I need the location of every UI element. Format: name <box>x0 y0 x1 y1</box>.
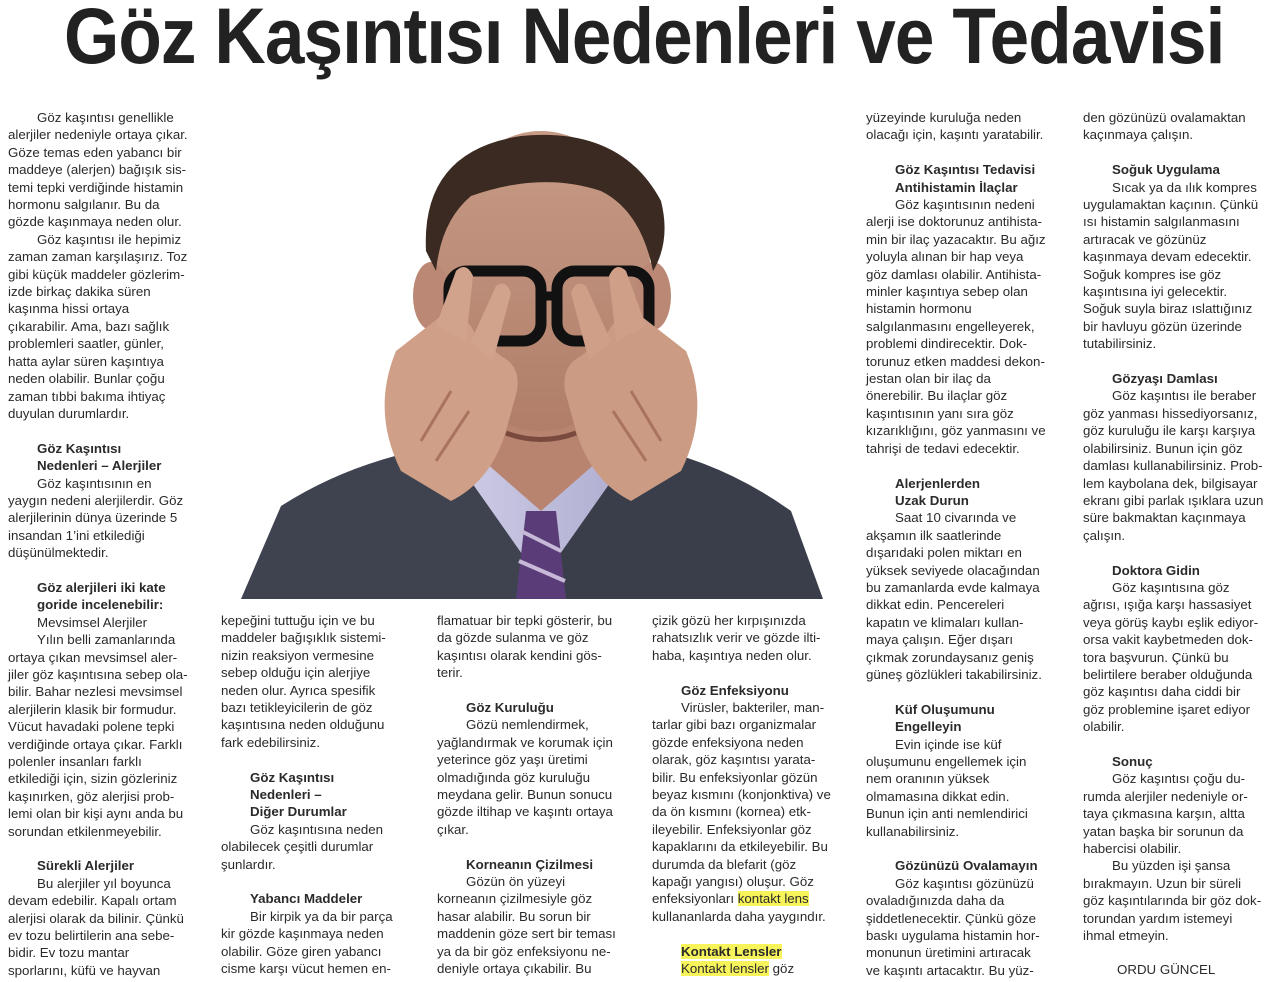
text-line: minler kaşıntıya sebep olan <box>866 284 1028 300</box>
text-line: yüksek seviyede olacağından <box>866 562 1040 578</box>
text-line: hasar alabilir. Bu sorun bir <box>437 908 591 924</box>
text-line: Göz kaşıntısı çoğu du- <box>1112 771 1246 787</box>
paragraph-intro-2 <box>8 231 208 422</box>
text-line: durumda da blefarit (göz <box>652 856 797 872</box>
text-line: olabilir. Göze giren yabancı <box>221 943 382 959</box>
text-line: nizin reaksiyon vermesine <box>221 647 374 663</box>
text-line: Göz kaşıntısının nedeni <box>895 197 1035 213</box>
text-line: devam edebilir. Kapalı ortam <box>8 893 177 909</box>
text-line: Gözün ön yüzeyi <box>466 874 566 890</box>
text-line: orsa vakit kaybetmeden dok- <box>1083 632 1253 648</box>
text-line: cisme karşı vücut hemen en- <box>221 961 391 977</box>
text-line: kaşınma hissi ortaya <box>8 301 130 317</box>
paragraph-yabanci <box>221 908 421 978</box>
text-line: Göz kaşıntısının en <box>37 475 152 491</box>
text-line: Bir kirpik ya da bir parça <box>250 908 393 924</box>
text-line: zaman zaman karşılaşırız. Toz <box>8 249 188 265</box>
heading-goz-kurulugu <box>437 699 637 716</box>
text-line: yeterince göz yaşı üretimi <box>437 752 588 768</box>
text-line: Göze temas eden yabancı bir <box>8 144 182 160</box>
text-line: tarlar gibi bazı organizmalar <box>652 717 817 733</box>
text-line: uygulamaktan kaçının. Çünkü <box>1083 197 1259 213</box>
text-line: göz damlası olabilir. Antihista- <box>866 266 1042 282</box>
text-line: Göz kaşıntısı ile hepimiz <box>37 231 182 247</box>
text-line: rahatsızlık verir ve gözde ilti- <box>652 630 821 646</box>
text-line: belirtilere beraber olduğunda <box>1083 666 1253 682</box>
text-line: etkilediği için, sizin gözleriniz <box>8 771 178 787</box>
text-line: Bunun için anti nemlendirici <box>866 806 1028 822</box>
text-line: olmadığında göz kuruluğu <box>437 769 591 785</box>
text-line: kepeğini tuttuğu için ve bu <box>221 613 375 628</box>
heading-tedavi <box>866 161 1071 196</box>
text-line: olabilecek çeşitli durumlar <box>221 839 374 855</box>
heading-line: Nedenleri – <box>250 787 322 803</box>
text-line: akşamın ilk saatlerinde <box>866 527 1002 543</box>
text-line: çalışın. <box>1083 527 1126 543</box>
text-line: yüzeyinde kuruluğa neden <box>866 110 1022 125</box>
column-1 <box>8 109 208 979</box>
heading-line: Sonuç <box>1112 753 1153 769</box>
text-line: problemi dindirecektir. Dok- <box>866 336 1028 352</box>
paragraph-continuation <box>221 612 421 751</box>
text-line: bidir. Ev tozu mantar <box>8 945 130 961</box>
text-line: damlası kullanabilirsiniz. Prob- <box>1083 458 1263 474</box>
text-line: yoluyla alınan bir hap veya <box>866 249 1024 265</box>
text-line: yağlandırmak ve korumak için <box>437 734 613 750</box>
text-line: yaygın nedeni alerjilerdir. Göz <box>8 492 184 508</box>
column-6 <box>1083 109 1278 979</box>
text-line: min bir ilaç yazacaktır. Bu ağız <box>866 231 1046 247</box>
column-2 <box>221 612 421 978</box>
text-line: alerjilerinin dünya üzerinde 5 <box>8 510 178 526</box>
text-line: monunun üretimini artıracak <box>866 945 1031 961</box>
subheading-mevsimsel: Mevsimsel Alerjiler <box>37 614 148 630</box>
paragraph-diger <box>221 821 421 873</box>
text-line: olmamasına dikkat edin. <box>866 788 1010 804</box>
heading-line: Alerjenlerden <box>895 475 980 491</box>
heading-diger-durumlar <box>221 769 421 821</box>
text-line: taya çıkmasına karşın, altta <box>1083 806 1245 822</box>
kontakt-line: Kontakt lensler göz <box>681 961 795 977</box>
text-line: çıkar. <box>437 821 469 837</box>
heading-line: Diğer Durumlar <box>250 804 347 820</box>
paragraph-soguk <box>1083 179 1278 353</box>
heading-surekli-alerjiler <box>8 857 208 874</box>
text-line: göz kuruluğu ile karşı karşıya <box>1083 423 1256 439</box>
heading-line: Nedenleri – Alerjiler <box>37 458 162 474</box>
text-line: meydana gelir. Bunun sonucu <box>437 787 613 803</box>
text-line: ev tozu belirtilerin ana sebe- <box>8 928 175 944</box>
text-line: çıkmak zorundaysanız geniş <box>866 649 1034 665</box>
text-line: flamatuar bir tepki gösterir, bu <box>437 613 613 628</box>
paragraph-doktor <box>1083 579 1278 736</box>
text-line: Gözü nemlendirmek, <box>466 717 589 733</box>
text-line: torundan yardım istemeyi <box>1083 910 1233 926</box>
heading-line: Göz alerjileri iki kate <box>37 579 166 595</box>
text-line: fark edebilirsiniz. <box>221 734 321 750</box>
text-line: Soğuk kompres ise göz <box>1083 266 1222 282</box>
heading-kontakt-lensler: Kontakt Lensler <box>681 943 782 959</box>
text-line: ya da bir göz enfeksiyonu ne- <box>437 943 611 959</box>
paragraph-intro <box>8 109 208 231</box>
text-line: ısı histamin salgılanmasını <box>1083 214 1240 230</box>
text-line: duyulan durumlardır. <box>8 405 130 421</box>
text-line: tahrişi de tedavi edecektir. <box>866 440 1020 456</box>
text-line: ağrısı, ışığa karşı hassasiyet <box>1083 597 1252 613</box>
paragraph-enfeksiyon <box>652 699 852 890</box>
text-line: bir havluyu gözün üzerinde <box>1083 318 1242 334</box>
paragraph-sonuc-2 <box>1083 857 1278 944</box>
text-line: kir gözde kaşınmaya neden <box>221 926 384 942</box>
heading-line: goride incelenebilir: <box>37 597 164 613</box>
text-line: kaçınmaya çalışın. <box>1083 127 1194 143</box>
text-line: kaşıntısına iyi gelecektir. <box>1083 284 1228 300</box>
text-line: neden olabilir. Bunlar çoğu <box>8 371 165 387</box>
heading-line: Gözünüzü Ovalamayın <box>895 858 1038 874</box>
text-line: göz yanması hissediyorsanız, <box>1083 405 1258 421</box>
text-line: gibi küçük maddeler gözlerim- <box>8 266 185 282</box>
text-line: olabilirsiniz. Bunun için göz <box>1083 440 1243 456</box>
text-line: gözde enfeksiyona neden <box>652 734 804 750</box>
heading-gozyasi <box>1083 370 1278 387</box>
text-line: verdiğinde ortaya çıkar. Farklı <box>8 736 183 752</box>
highlight-kontakt-lensler: Kontakt lensler <box>681 961 769 977</box>
text-line: çıkarabilir. Ama, bazı sağlık <box>8 318 170 334</box>
paragraph-alerjiler <box>8 475 208 562</box>
text-line: bilir. Bu enfeksiyonlar gözün <box>652 769 818 785</box>
text-line: olarak, göz kaşıntısı yarata- <box>652 752 816 768</box>
text-line: tora başvurun. Çünkü bu <box>1083 649 1229 665</box>
text-line: olacağı için, kaşıntı yaratabilir. <box>866 127 1044 143</box>
article-photo <box>221 111 843 599</box>
text-line: deniyle ortaya çıkabilir. Bu <box>437 961 592 977</box>
heading-line: Göz Enfeksiyonu <box>681 682 789 698</box>
heading-sonuc <box>1083 753 1278 770</box>
text-line: torunuz etken maddesi dekon- <box>866 353 1045 369</box>
paragraph-mevsimsel <box>8 631 208 840</box>
text-line: Sıcak ya da ılık kompres <box>1112 179 1257 195</box>
text-line: zaman tıbbi bakıma ihtiyaç <box>8 388 166 404</box>
text-line: kaşıntısı olarak kendini gös- <box>437 647 602 663</box>
heading-line: Soğuk Uygulama <box>1112 162 1220 178</box>
text-line: şiddetlenecektir. Çünkü göze <box>866 910 1037 926</box>
text-line: baskı uygulama histamin hor- <box>866 928 1040 944</box>
text-line: alerji ise doktorunuz antihista- <box>866 214 1042 230</box>
text-line: maya çalışın. Eğer dışarı <box>866 632 1014 648</box>
text-line: güneş gözlükleri takabilirsiniz. <box>866 666 1042 682</box>
text-line: kapaklarını da etkileyebilir. Bu <box>652 839 828 855</box>
heading-line: Yabancı Maddeler <box>250 891 363 907</box>
column-3 <box>437 612 637 978</box>
enfeksiyon-highlight-line: enfeksiyonları kontakt lens <box>652 891 809 907</box>
column-5 <box>866 109 1071 979</box>
text-line: düşünülmektedir. <box>8 545 109 561</box>
text-line: gözde iltihap ve kaşıntı ortaya <box>437 804 613 820</box>
text-line: da gözde sulanma ve göz <box>437 630 589 646</box>
heading-line: Antihistamin İlaçlar <box>895 179 1018 195</box>
heading-line: Göz Kaşıntısı <box>37 440 122 456</box>
text-line: kapağı yangısı) oluşur. Göz <box>652 874 814 890</box>
text-line: önerebilir. Bu ilaçlar göz <box>866 388 1008 404</box>
paragraph-continuation <box>437 612 637 682</box>
text-line: problemleri saatler, günler, <box>8 336 164 352</box>
text-line: kullanabilirsiniz. <box>866 823 960 839</box>
text-line: polenler insanları farklı <box>8 754 142 769</box>
text-line: maddeler bağışıklık sistemi- <box>221 630 386 646</box>
text-line: bırakmayın. Uzun bir süreli <box>1083 875 1242 891</box>
heading-goz-enfeksiyonu <box>652 682 852 699</box>
heading-line: Gözyaşı Damlası <box>1112 371 1218 387</box>
text-line: bilir. Bahar nezlesi mevsimsel <box>8 684 183 700</box>
text-line: Göz kaşıntısı genellikle <box>37 110 174 125</box>
text-line: nem oranının yüksek <box>866 771 990 787</box>
paragraph-kuruluk <box>437 716 637 838</box>
text-line: korneanın çizilmesiyle göz <box>437 891 593 907</box>
text-line: ve kaşıntı artacaktır. Bu yüz- <box>866 962 1034 978</box>
text-line: temi tepki verdiğinde histamin <box>8 179 184 195</box>
text-line: hormonu salgılanır. Bu da <box>8 197 160 213</box>
heading-line: Doktora Gidin <box>1112 562 1200 578</box>
author-signature: ORDU GÜNCEL <box>1117 962 1216 978</box>
heading-iki-kategori <box>8 579 208 614</box>
paragraph-alerjenler <box>866 509 1071 683</box>
paragraph-surekli <box>8 875 208 979</box>
text-line: oluşumunu engellemek için <box>866 753 1027 769</box>
heading-line: Uzak Durun <box>895 492 969 508</box>
text-line: salgılanmasını engelleyerek, <box>866 318 1035 334</box>
text-line: hatta aylar süren kaşıntıya <box>8 353 164 369</box>
text-line: alerjisi olarak da bilinir. Çünkü <box>8 910 184 926</box>
text-line: beyaz kısmını (konjonktiva) ve <box>652 787 831 803</box>
text-line: Saat 10 civarında ve <box>895 510 1017 526</box>
column-4 <box>652 612 852 978</box>
text-line: izde birkaç dakika süren <box>8 284 151 300</box>
text-line: ileyebilir. Enfeksiyonlar göz <box>652 821 812 837</box>
text-line: ekranı gibi parlak ışıklara uzun <box>1083 492 1264 508</box>
text-line: artıracak ve gözünüz <box>1083 231 1207 247</box>
text-line: çizik gözü her kırpışınızda <box>652 613 806 628</box>
text-line: olabilir. <box>1083 719 1125 735</box>
text-line: Vücut havadaki polene tepki <box>8 719 175 735</box>
text-line: alerjiler nedeniyle ortaya çıkar. <box>8 127 188 143</box>
text-line: alerjilerin klasik bir formudur. <box>8 701 177 717</box>
text-line: sporlarını, küfü ve hayvan <box>8 962 161 978</box>
heading-soguk-uygulama <box>1083 161 1278 178</box>
text-line: ovaladığınızda daha da <box>866 893 1005 909</box>
heading-line: Sürekli Alerjiler <box>37 858 135 874</box>
heading-alerjiler <box>8 440 208 475</box>
text-line: Göz kaşıntısına neden <box>250 821 384 837</box>
text-line: süre bakmaktan kaçınmaya <box>1083 510 1246 526</box>
heading-kornea <box>437 856 637 873</box>
text-line: maddenin göze sert bir teması <box>437 926 616 942</box>
text-line: kaşıntısının yanı sıra göz <box>866 405 1014 421</box>
text-line: neden olur. Ayrıca spesifik <box>221 682 376 698</box>
text-line: Göz kaşıntısı gözünüzü <box>895 875 1034 891</box>
text-line: den gözünüzü ovalamaktan <box>1083 110 1246 125</box>
paragraph-ovalamayin <box>866 875 1071 979</box>
text-line: lem kaybolana dek, bilgisayar <box>1083 475 1258 491</box>
text-line: jiler göz kaşıntısına sebep ola- <box>8 666 188 682</box>
text-line: Yılın belli zamanlarında <box>37 632 176 648</box>
heading-alerjenler <box>866 475 1071 510</box>
text-line: terir. <box>437 665 463 681</box>
text-line: şunlardır. <box>221 856 276 872</box>
text-line: Evin içinde ise küf <box>895 736 1002 752</box>
paragraph-kuf <box>866 736 1071 840</box>
text-line: dikkat edin. Pencereleri <box>866 597 1005 613</box>
text-line: kaşınmaya devam edecektir. <box>1083 249 1252 265</box>
paragraph-sonuc <box>1083 770 1278 857</box>
heading-kuf <box>866 701 1071 736</box>
heading-line: Küf Oluşumunu <box>895 701 995 717</box>
paragraph-continuation <box>652 612 852 664</box>
man-rubbing-eyes-illustration <box>221 111 843 599</box>
paragraph-continuation <box>1083 109 1278 144</box>
enfeksiyon-last-line: kullananlarda daha yaygındır. <box>652 908 826 924</box>
text-line: jestan olan bir ilaç da <box>866 371 991 387</box>
text-line: bu zamanlarda evde kalmaya <box>866 579 1040 595</box>
heading-ovalamayin <box>866 857 1071 874</box>
text-line: ihmal etmeyin. <box>1083 928 1169 944</box>
text-line: Bu yüzden işi şansa <box>1112 858 1231 874</box>
highlight-kontakt-lens: kontakt lens <box>737 891 809 907</box>
heading-line: Göz Kuruluğu <box>466 700 554 716</box>
headline: Göz Kaşıntısı Nedenleri ve Tedavisi <box>63 0 1225 80</box>
text-line: habercisi olabilir. <box>1083 841 1182 856</box>
text-line: göz problemine işaret ediyor <box>1083 701 1251 717</box>
text-line: da ön kısmını (kornea) etk- <box>652 804 811 820</box>
heading-line: Göz Kaşıntısı <box>250 769 335 785</box>
text-line: kaşıntısına neden olduğunu <box>221 717 385 733</box>
text-line: Göz kaşıntısına göz <box>1112 579 1230 595</box>
text-line: histamin hormonu <box>866 301 972 317</box>
paragraph-kornea <box>437 873 637 977</box>
heading-line: Engelleyin <box>895 719 962 735</box>
text-line: kaşınırken, göz alerjisi prob- <box>8 788 175 804</box>
text-line: Göz kaşıntısı ile beraber <box>1112 388 1257 404</box>
text-line: kızarıklığını, göz yanmasını ve <box>866 423 1046 439</box>
text-line: dışarıdaki polen miktarı en <box>866 545 1022 561</box>
text-line: veya görüş kaybı eşlik ediyor- <box>1083 614 1259 630</box>
text-line: Soğuk suyla biraz ıslattığınız <box>1083 301 1253 317</box>
heading-yabanci-maddeler <box>221 890 421 907</box>
text-line: insandan 1’ini etkilediği <box>8 527 145 543</box>
text-line: gözde kaşınmaya neden olur. <box>8 214 182 230</box>
paragraph-tedavi <box>866 196 1071 457</box>
text-line: göz kaşıntılarında bir göz dok- <box>1083 893 1262 909</box>
text-line: ortaya çıkan mevsimsel aler- <box>8 649 178 665</box>
text-line: bazı tetikleyicilerin de göz <box>221 700 373 716</box>
text-line: tutabilirsiniz. <box>1083 336 1157 352</box>
text-line: rumda alerjiler nedeniyle or- <box>1083 788 1248 804</box>
text-line: haba, kaşıntıya neden olur. <box>652 647 812 663</box>
text-line: lemi olan bir kişi aynı anda bu <box>8 806 184 822</box>
paragraph-gozyasi <box>1083 387 1278 544</box>
text-line: yatan başka bir sorunun da <box>1083 823 1244 839</box>
heading-doktora-gidin <box>1083 562 1278 579</box>
text-line: Bu alerjiler yıl boyunca <box>37 875 171 891</box>
text-line: sorundan etkilenmeyebilir. <box>8 823 162 839</box>
paragraph-continuation <box>866 109 1071 144</box>
text-line: maddeye (alerjen) bağışık sis- <box>8 162 187 178</box>
heading-line: Korneanın Çizilmesi <box>466 856 594 872</box>
text-line: kapatın ve klimaları kullan- <box>866 614 1024 630</box>
text-line: sebep olduğu için alerjiye <box>221 665 371 681</box>
text-line: Virüsler, bakteriler, man- <box>681 700 825 716</box>
text-line: göz kaşıntısı daha ciddi bir <box>1083 684 1241 700</box>
heading-line: Göz Kaşıntısı Tedavisi <box>895 162 1036 178</box>
